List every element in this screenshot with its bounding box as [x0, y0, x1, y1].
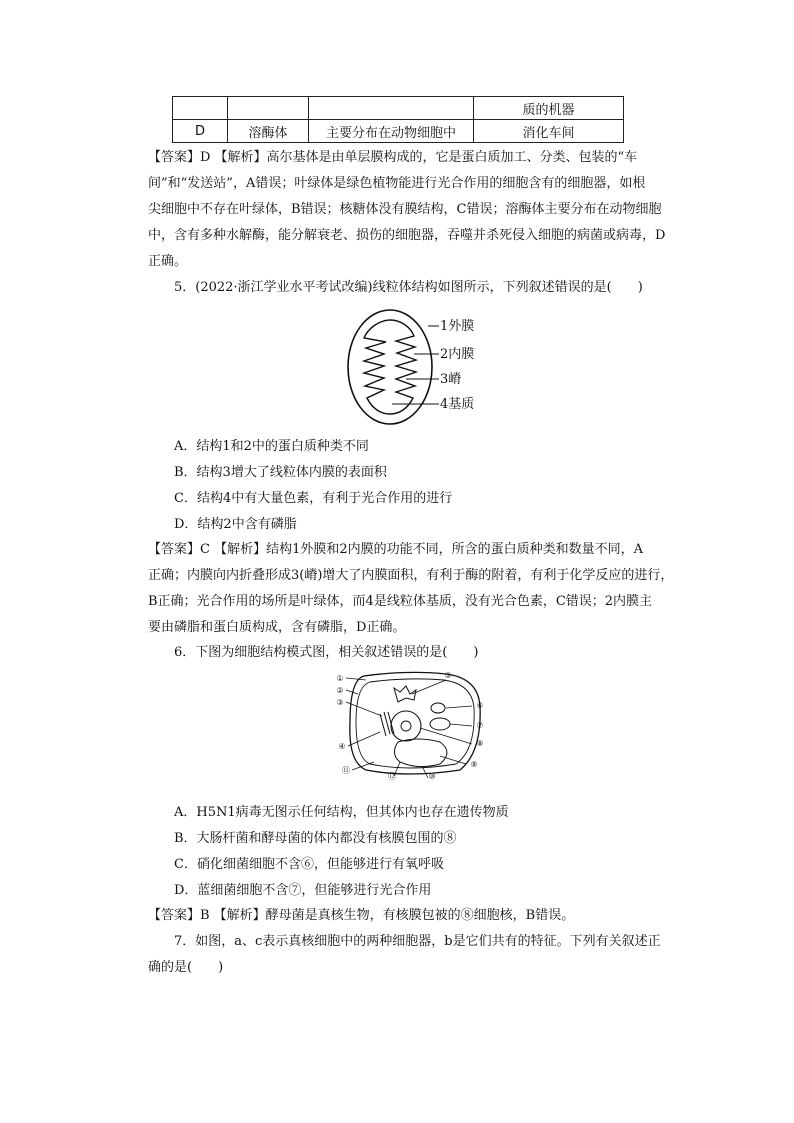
table-cell: 溶酶体 [228, 120, 309, 143]
option-d: D．结构2中含有磷脂 [174, 517, 297, 532]
figure-label: ⑪ [342, 766, 350, 775]
answer-line: 尖细胞中不存在叶绿体，B错误；核糖体没有膜结构，C错误；溶酶体主要分布在动物细胞 [148, 202, 662, 217]
q5-stem-block [148, 275, 648, 301]
option-c: C．结构4中有大量色素，有利于光合作用的进行 [174, 491, 453, 506]
answer-line: 【答案】D 【解析】高尔基体是由单层膜构成的，它是蛋白质加工、分类、包装的“车 [148, 150, 638, 165]
figure-label: ④ [338, 742, 346, 751]
q5-answer-block [148, 537, 674, 641]
question-stem: 5．(2022·浙江学业水平考试改编)线粒体结构如图所示，下列叙述错误的是( ) [174, 280, 643, 295]
option-a: A．H5N1病毒无图示任何结构，但其体内也存在遗传物质 [174, 805, 509, 820]
figure-label: 2内膜 [440, 347, 475, 362]
option-b: B．大肠杆菌和酵母菌的体内都没有核膜包围的⑧ [174, 831, 457, 846]
question-stem: 6．下图为细胞结构模式图，相关叙述错误的是( ) [174, 645, 479, 660]
answer-line: B正确；光合作用的场所是叶绿体，而4是线粒体基质，没有光合色素，C错误；2内膜主 [148, 594, 653, 609]
figure-label: ⑩ [428, 772, 436, 780]
option-a: A．结构1和2中的蛋白质种类不同 [174, 439, 369, 454]
table-row [173, 97, 624, 120]
answer-line: 间”和“发送站”，A错误；叶绿体是绿色植物能进行光合作用的细胞含有的细胞器，如根 [148, 176, 646, 191]
question-stem: 确的是( ) [148, 960, 224, 975]
table-row [173, 120, 624, 143]
table-cell: 主要分布在动物细胞中 [309, 120, 474, 143]
q6-options [148, 800, 648, 904]
organelle-table [172, 96, 624, 143]
q4-answer-block [148, 145, 666, 275]
answer-line: 【答案】B 【解析】酵母菌是真核生物，有核膜包被的⑧细胞核，B错误。 [148, 908, 575, 923]
table-cell: D [173, 120, 228, 143]
option-b: B．结构3增大了线粒体内膜的表面积 [174, 465, 387, 480]
figure-label: ③ [336, 698, 344, 707]
figure-label: 3嵴 [440, 372, 462, 387]
option-d: D．蓝细菌细胞不含⑦，但能够进行光合作用 [174, 883, 432, 898]
answer-line: 正确。 [148, 254, 188, 269]
figure-label: ⑧ [476, 739, 484, 748]
figure-label: ⑨ [470, 760, 478, 769]
q7-stem-block [148, 929, 661, 981]
table-cell [173, 97, 228, 120]
q6-stem-block [148, 640, 648, 666]
table-cell: 消化车间 [474, 120, 624, 143]
figure-label: ⑫ [388, 772, 396, 780]
table-cell [309, 97, 474, 120]
table-cell: 质的机器 [474, 97, 624, 120]
q6-answer-block [148, 903, 648, 929]
figure-label: ① [336, 674, 344, 683]
question-stem: 7．如图，a、c表示真核细胞中的两种细胞器，b是它们共有的特征。下列有关叙述正 [174, 934, 661, 949]
answer-line: 中，含有多种水解酶，能分解衰老、损伤的细胞器，吞噬并杀死侵入细胞的病菌或病毒，D [148, 228, 666, 243]
answer-line: 要由磷脂和蛋白质构成，含有磷脂，D正确。 [148, 620, 406, 635]
option-c: C．硝化细菌细胞不含⑥，但能够进行有氧呼吸 [174, 857, 444, 872]
cell-wall-shape [350, 672, 480, 774]
answer-line: 【答案】C 【解析】结构1外膜和2内膜的功能不同，所含的蛋白质种类和数量不同，A [148, 542, 644, 557]
figure-label: ⑤ [444, 671, 452, 680]
answer-line: 正确；内膜向内折叠形成3(嵴)增大了内膜面积，有利于酶的附着，有利于化学反应的进行， [148, 568, 674, 583]
figure-label: 1外膜 [440, 319, 475, 334]
figure-label: ② [336, 686, 344, 695]
figure-label: ⑥ [476, 701, 484, 710]
figure-label: ⑦ [476, 721, 484, 730]
figure-label: 4基质 [440, 397, 475, 412]
table-cell [228, 97, 309, 120]
cell-structure-figure [328, 666, 494, 780]
q5-options [148, 434, 648, 538]
mitochondrion-figure [340, 306, 500, 428]
